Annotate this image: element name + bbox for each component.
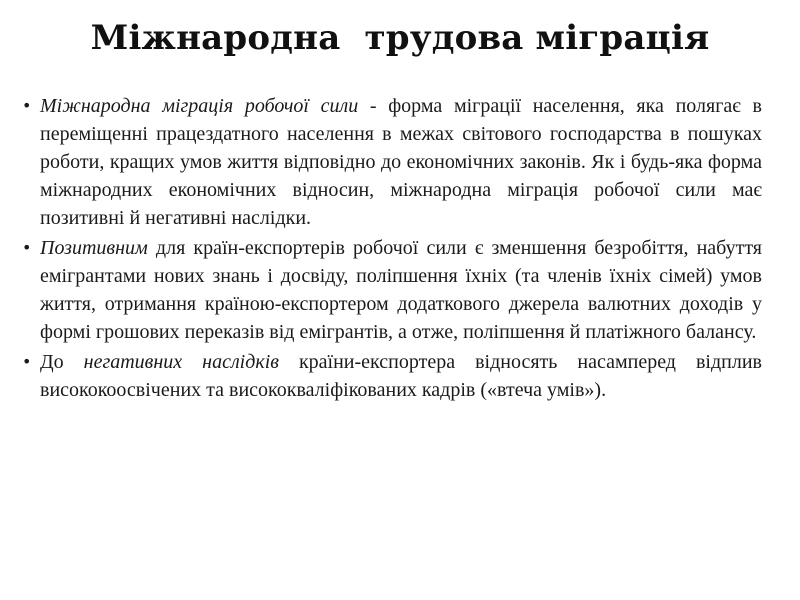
bullet-icon: • [22,352,32,371]
slide-title: Міжнародна трудова міграція [90,18,710,58]
bullet-text: для країн-експортерів робочої сили є зменшення безробіття, набуття емігрантами нових знань і досвіду, поліпшення їхніх (та членів їхніх сімей) умов життя, отримання країною-експортером додаткового джерела валютних доходів у формі грошових переказів від емігрантів, а отже, поліпшення й платіжного балансу. [40,237,762,343]
slide-content [22,92,762,406]
bullet-icon: • [22,96,32,115]
bullet-icon: • [22,238,32,257]
bullet-text: - форма міграції населення, яка полягає в переміщенні працездатного населення в межах світового господарства в пошуках роботи, кращих умов життя відповідно до економічних законів. Як і будь-яка форма міжнародних економічних відносин, міжнародна міграція робочої сили має позитивні й негативні наслідки. [40,95,762,229]
bullet-lead: До [40,351,84,373]
bullet-item-negative-effects [22,348,762,404]
bullet-item-migration-definition [22,92,762,232]
bullet-text: країни-експортера відносять насамперед відплив висококоосвічених та висококваліфікованих кадрів («втеча умів»). [40,351,762,401]
bullet-term: Позитивним [40,237,148,259]
bullet-term: Міжнародна міграція робочої сили [40,95,359,117]
bullet-item-positive-effects [22,234,762,346]
bullet-term: негативних наслідків [83,351,279,373]
